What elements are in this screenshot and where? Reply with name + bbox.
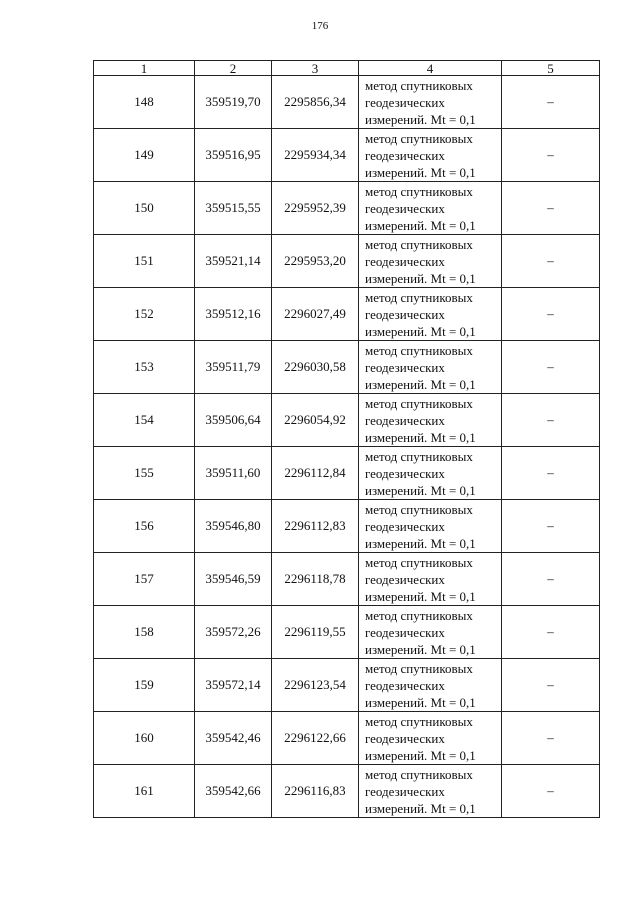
note-cell: – — [502, 500, 600, 553]
point-number-cell: 157 — [94, 553, 195, 606]
method-line: геодезических — [365, 94, 445, 110]
method-line: метод спутниковых — [365, 501, 473, 517]
note-cell: – — [502, 765, 600, 818]
table-row — [94, 394, 600, 447]
method-line: геодезических — [365, 306, 445, 322]
table-row — [94, 500, 600, 553]
y-coordinate-cell: 2295953,20 — [272, 235, 359, 288]
method-cell — [359, 76, 502, 129]
header-col-5: 5 — [502, 61, 600, 76]
y-coordinate-cell: 2296027,49 — [272, 288, 359, 341]
x-coordinate-cell: 359515,55 — [195, 182, 272, 235]
table-row — [94, 606, 600, 659]
y-coordinate-cell: 2296119,55 — [272, 606, 359, 659]
table-row — [94, 553, 600, 606]
method-line: геодезических — [365, 677, 445, 693]
method-line: метод спутниковых — [365, 183, 473, 199]
method-cell — [359, 500, 502, 553]
y-coordinate-cell: 2296112,84 — [272, 447, 359, 500]
method-line: метод спутниковых — [365, 448, 473, 464]
table-row — [94, 712, 600, 765]
method-line: измерений. Mt = 0,1 — [365, 641, 476, 657]
table-row — [94, 447, 600, 500]
point-number-cell: 148 — [94, 76, 195, 129]
x-coordinate-cell: 359542,46 — [195, 712, 272, 765]
y-coordinate-cell: 2296118,78 — [272, 553, 359, 606]
method-line: измерений. Mt = 0,1 — [365, 482, 476, 498]
point-number-cell: 160 — [94, 712, 195, 765]
page-number: 176 — [311, 20, 329, 32]
note-cell: – — [502, 235, 600, 288]
method-line: геодезических — [365, 147, 445, 163]
method-line: измерений. Mt = 0,1 — [365, 535, 476, 551]
method-line: метод спутниковых — [365, 660, 473, 676]
method-line: метод спутниковых — [365, 395, 473, 411]
note-cell: – — [502, 394, 600, 447]
table-row — [94, 76, 600, 129]
method-line: геодезических — [365, 783, 445, 799]
note-cell: – — [502, 447, 600, 500]
x-coordinate-cell: 359572,14 — [195, 659, 272, 712]
method-line: геодезических — [365, 730, 445, 746]
header-col-2: 2 — [195, 61, 272, 76]
method-line: измерений. Mt = 0,1 — [365, 694, 476, 710]
x-coordinate-cell: 359511,79 — [195, 341, 272, 394]
method-line: геодезических — [365, 518, 445, 534]
point-number-cell: 150 — [94, 182, 195, 235]
point-number-cell: 155 — [94, 447, 195, 500]
y-coordinate-cell: 2295934,34 — [272, 129, 359, 182]
table-row — [94, 129, 600, 182]
y-coordinate-cell: 2295952,39 — [272, 182, 359, 235]
method-cell — [359, 235, 502, 288]
table-row — [94, 235, 600, 288]
method-line: измерений. Mt = 0,1 — [365, 111, 476, 127]
x-coordinate-cell: 359546,59 — [195, 553, 272, 606]
table-row — [94, 182, 600, 235]
method-line: измерений. Mt = 0,1 — [365, 747, 476, 763]
method-line: измерений. Mt = 0,1 — [365, 164, 476, 180]
table-row — [94, 341, 600, 394]
method-cell — [359, 553, 502, 606]
method-cell — [359, 606, 502, 659]
x-coordinate-cell: 359542,66 — [195, 765, 272, 818]
point-number-cell: 156 — [94, 500, 195, 553]
method-line: геодезических — [365, 359, 445, 375]
method-line: измерений. Mt = 0,1 — [365, 270, 476, 286]
table-row — [94, 765, 600, 818]
method-line: измерений. Mt = 0,1 — [365, 323, 476, 339]
point-number-cell: 161 — [94, 765, 195, 818]
method-line: метод спутниковых — [365, 130, 473, 146]
y-coordinate-cell: 2295856,34 — [272, 76, 359, 129]
header-col-3: 3 — [272, 61, 359, 76]
method-cell — [359, 394, 502, 447]
x-coordinate-cell: 359519,70 — [195, 76, 272, 129]
method-line: метод спутниковых — [365, 289, 473, 305]
table-header — [94, 61, 600, 76]
note-cell: – — [502, 606, 600, 659]
method-line: измерений. Mt = 0,1 — [365, 588, 476, 604]
note-cell: – — [502, 76, 600, 129]
note-cell: – — [502, 129, 600, 182]
method-line: метод спутниковых — [365, 236, 473, 252]
point-number-cell: 159 — [94, 659, 195, 712]
method-line: измерений. Mt = 0,1 — [365, 217, 476, 233]
point-number-cell: 158 — [94, 606, 195, 659]
method-cell — [359, 129, 502, 182]
note-cell: – — [502, 182, 600, 235]
note-cell: – — [502, 288, 600, 341]
point-number-cell: 152 — [94, 288, 195, 341]
point-number-cell: 151 — [94, 235, 195, 288]
method-line: метод спутниковых — [365, 77, 473, 93]
x-coordinate-cell: 359572,26 — [195, 606, 272, 659]
method-line: геодезических — [365, 253, 445, 269]
table-body — [94, 76, 600, 818]
table-row — [94, 288, 600, 341]
y-coordinate-cell: 2296116,83 — [272, 765, 359, 818]
point-number-cell: 153 — [94, 341, 195, 394]
method-line: метод спутниковых — [365, 554, 473, 570]
y-coordinate-cell: 2296122,66 — [272, 712, 359, 765]
method-line: геодезических — [365, 624, 445, 640]
x-coordinate-cell: 359546,80 — [195, 500, 272, 553]
header-col-1: 1 — [94, 61, 195, 76]
y-coordinate-cell: 2296112,83 — [272, 500, 359, 553]
note-cell: – — [502, 553, 600, 606]
method-cell — [359, 447, 502, 500]
note-cell: – — [502, 712, 600, 765]
x-coordinate-cell: 359516,95 — [195, 129, 272, 182]
method-line: метод спутниковых — [365, 766, 473, 782]
method-line: метод спутниковых — [365, 342, 473, 358]
header-row — [94, 61, 600, 76]
method-cell — [359, 712, 502, 765]
method-line: геодезических — [365, 465, 445, 481]
x-coordinate-cell: 359511,60 — [195, 447, 272, 500]
method-cell — [359, 182, 502, 235]
method-line: измерений. Mt = 0,1 — [365, 429, 476, 445]
method-cell — [359, 765, 502, 818]
method-cell — [359, 341, 502, 394]
coordinates-table — [93, 60, 600, 818]
method-line: измерений. Mt = 0,1 — [365, 800, 476, 816]
point-number-cell: 149 — [94, 129, 195, 182]
method-line: геодезических — [365, 200, 445, 216]
x-coordinate-cell: 359512,16 — [195, 288, 272, 341]
method-cell — [359, 288, 502, 341]
y-coordinate-cell: 2296054,92 — [272, 394, 359, 447]
point-number-cell: 154 — [94, 394, 195, 447]
y-coordinate-cell: 2296123,54 — [272, 659, 359, 712]
note-cell: – — [502, 659, 600, 712]
method-line: метод спутниковых — [365, 713, 473, 729]
x-coordinate-cell: 359506,64 — [195, 394, 272, 447]
y-coordinate-cell: 2296030,58 — [272, 341, 359, 394]
method-line: геодезических — [365, 571, 445, 587]
x-coordinate-cell: 359521,14 — [195, 235, 272, 288]
table-row — [94, 659, 600, 712]
method-line: измерений. Mt = 0,1 — [365, 376, 476, 392]
method-line: геодезических — [365, 412, 445, 428]
header-col-4: 4 — [359, 61, 502, 76]
method-cell — [359, 659, 502, 712]
method-line: метод спутниковых — [365, 607, 473, 623]
note-cell: – — [502, 341, 600, 394]
